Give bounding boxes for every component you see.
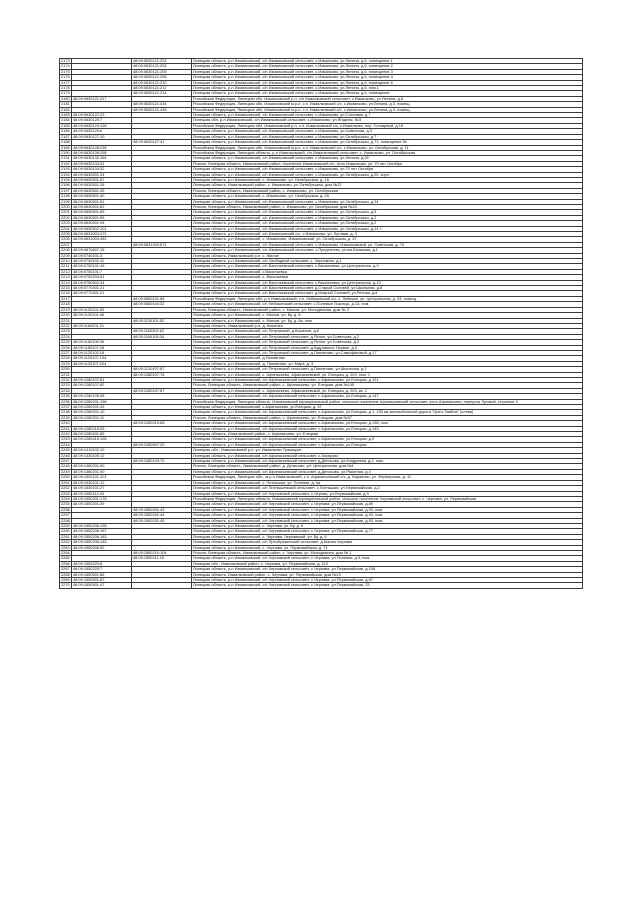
building-cadastral-number-cell: 48:09:0631003:671 [132,242,192,247]
row-number-cell: 2211 [60,264,72,269]
land-cadastral-number-cell: 48:09:1120107:104 [72,356,132,361]
address-cell: Липецкая область, р-н Измалковский, с/п Афанасьевский сельсовет, д.Денисово, ул.Кондреева, д.2, пом. [192,459,583,464]
land-cadastral-number-cell: 48:09:1550220:8 [72,561,132,566]
row-number-cell: 2245 [61,447,70,453]
row-number-cell: 2192 [61,161,70,166]
address-cell: Липецкая область, р-н Измалковский, с/п Петровский сельсовет, д.Пановтово, ул.Школьная, д.1 [192,367,583,372]
land-cadastral-number-cell: 48:09:0631003:472 [72,232,132,237]
row-number-cell: 2197 [61,188,70,193]
row-number-cell: 2262 [61,539,70,545]
address-cell: Липецкая область, р-н Измалковский, с. Васильевка [192,275,583,280]
land-cadastral-number-cell: 48:09:1550206:145 [72,540,132,545]
building-cadastral-number-cell: 48:09:0630121:210 [132,80,192,85]
land-cadastral-number-cell: 48:09:0630501:85 [72,210,132,215]
row-number-cell: 2244 [61,442,70,447]
row-number-cell: 2239 [61,415,70,420]
building-cadastral-number-cell: 48:09:1550210:104 [132,550,192,555]
address-cell: Липецкая область, р-н Измалковский, с. Чернава, ул. Бу, д. 6 [192,523,583,528]
row-number-cell: 2203 [61,220,70,226]
address-cell: Липецкая область, р-н Измалковский, с/п Чернавский сельсовет, с.Чернава, ул.Первомайская, д.89 [192,502,583,507]
row-number-cell: 2217 [61,296,70,301]
address-cell: Липецкая область, р-н Измалковский, с. Чернава, Чернавский, ул. Бу, д. 6 [192,534,583,539]
land-cadastral-number-cell: 48:09:1550206:52 [72,545,132,550]
address-cell: Липецкая область, р-н Измалковский, с/п Чернавский сельсовет, с.Чернава, ул.Первомайская, д.108 [192,567,583,572]
land-cadastral-number-cell: 48:09:1550206:183 [72,534,132,539]
land-cadastral-number-cell: 48:09:0630125:7 [72,118,132,123]
row-number-cell: 2225 [61,339,70,345]
row-number-cell: 2174 [61,63,70,69]
land-cadastral-number-cell: 48:09:0750203:51 [72,275,132,280]
address-cell: Российская Федерация, Липецкая область, Измалковский муниципальный район, сельское поселение Афанасьевский сельсовет, село Афанасьево, переулок Луговой, строение 3 [192,399,583,404]
row-number-cell: 2173 [61,58,70,63]
address-cell: Липецкая область, р-н Измалковский, с/п Измалковский сельсовет, с.Измалково, ул.Ленина, д.6, помещение 3 [192,69,583,74]
row-number-cell: 2194 [61,172,70,177]
land-cadastral-number-cell: 48:09:1410102:10 [72,448,132,453]
row-number-cell: 2179 [61,90,70,96]
land-cadastral-number-cell: 48:09:0630134:32 [72,167,132,172]
address-cell: Российская Федерация, Липецкая обл, Измалковский м.р-н, с.п. Измалковский с/с, с.Измалково, ул. Октябрьская, д. 11 [192,145,583,150]
row-number-cell: 2226 [61,345,70,350]
address-cell: Липецкая область, р-н Измалковский, с/п Чернавский сельсовет, с.Чернава, ул.Полевая, д.5, пом. [192,556,583,561]
building-cadastral-number-cell: 48:09:1210107:87 [132,367,192,372]
building-cadastral-number-cell: 48:09:1280215:68 [132,421,192,426]
address-cell: Липецкая область, р-н Измалковский, с/п Петровский, д.Кошелев, д.6 [192,329,583,334]
address-cell: Липецкая область, р-н Измалковский, с/п Измалковский сельсовет, с.Измалково, ул.Ленина, д.6, помещение 1 [192,59,583,64]
row-number-cell: 2265 [61,555,70,561]
land-cadastral-number-cell: 48:09:0630132:164 [72,156,132,161]
row-number-cell: 2184 [61,117,70,123]
row-number-cell: 2247 [61,458,70,464]
land-cadastral-number-cell: 48:09:0750502:34 [72,280,132,285]
address-cell: Россия, Липецкая область, Измалковский район, с. Чернава, ул. Молодежная, дом № 1 [192,550,583,555]
address-cell: Липецкая обл, р-н Измалковский, с/п Измалковский сельсовет, с.Измалково, ул.Ягодная, №3 [192,118,583,123]
land-cadastral-number-cell: 48:09:1280201:11 [72,415,132,420]
row-number-cell: 2254 [61,496,70,501]
row-number-cell: 2201 [61,209,70,215]
row-number-cell: 2229 [61,361,70,366]
building-cadastral-number-cell [132,583,192,588]
land-cadastral-number-cell: 48:09:0670607:15 [72,248,132,253]
address-cell: Липецкая область, р-н Измалковский, с. Чернава, ул. Первомайская, д. 71 [192,545,583,550]
building-cadastral-number-cell: 48:09:0630121:434 [132,102,192,107]
row-number-cell: 2263 [61,545,70,550]
land-cadastral-number-cell: 48:09:1280201:33 [72,405,132,410]
row-number-cell: 2269 [61,577,70,582]
building-cadastral-number-cell: 48:09:1280507:20 [132,442,192,447]
building-cadastral-number-cell: 48:09:0860104:32 [132,302,192,307]
address-cell: Липецкая область, р-н Измалковский, с/п Афанасьевский сельсовет, с.Афанасьево, ул.Елецкая, д.143 [192,426,583,431]
row-number-cell: 2207 [61,242,70,247]
row-number-cell: 2233 [61,382,70,388]
address-cell: Липецкая область, р-н Измалковский, с/п Измалковский сельсовет, с.Измалково, ул.Октябрьская, д.7 [192,134,583,139]
address-cell: Липецкая область, р-н Измалковский, с/п Свободный сельсовет, с. Черникино, д.1 [192,259,583,264]
address-cell: Липецкая область, р-н Измалковский, с/п Чернавский сельсовет, с.Чернава, ул.Первомайская, д.77 [192,529,583,534]
land-cadastral-number-cell: 48:09:0630501:57 [72,177,132,182]
row-number-cell: 2230 [61,366,70,372]
address-cell: Липецкая область, р-н Измалковский, д. Пановтово, ул. Мира, д. 3 [192,361,583,366]
address-cell: Липецкая область, р-н Измалковский, с/п Лебяжинский сельсовет, с.Полевые Локотцы, д.13, пом. [192,302,583,307]
address-cell: Липецкая область, р-н Измалковский, с/п Черновский сельсовет, с.Черная, ул.Первомайская, д.3 [192,491,583,496]
land-cadastral-number-cell: 48:09:1160107:18 [72,345,132,350]
address-cell: Российская Федерация, Липецкая обл, Измалковский м.р-н, с.п. Измалковский с/с, с.Измалково, ул.Ленина, д.3, помещ. [192,107,583,112]
row-number-cell: 2191 [61,155,70,161]
row-number-cell: 2243 [61,436,70,442]
building-cadastral-number-cell: 48:09:0850101:66 [132,296,192,301]
row-number-cell: 2227 [61,350,70,355]
row-number-cell: 2235 [61,393,70,399]
address-cell: Липецкая область, р-н Измалковский, с/п Афанасьевский сельсовет, с.Афанасьево, ул.Елецкая, д.1, 135 км автомобильной дороги "Орел-Тамбов" (слева) [192,410,583,415]
address-cell: Липецкая область, р-н Измалковский, с. Мягков, ул. Бу, д. 6а, пом. [192,318,583,323]
address-cell: Липецкая область, р-н Измалковский, с.Васильевка [192,269,583,274]
address-cell: Липецкая область, р-н Измалковский, с/п Измалковский сельсовет, с.Измалково, ул.Советская, д.3 [192,129,583,134]
row-number-cell: 2180 [61,96,70,101]
address-cell: Липецкая область, р-н Измалковский, с. Афанасьево, Афанасьевский, ул. Елецкая, д. 203, кв. 1 [192,388,583,393]
address-cell: Липецкая область, р-н Измалковский, с/п Измалковский сельсовет, с.Измалково, ул.Ленина, д.6, помещение 4 [192,75,583,80]
row-number-cell: 2218 [61,301,70,307]
land-cadastral-number-cell: 48:09:0750101:7 [72,269,132,274]
row-number-cell: 2190 [61,150,70,155]
row-number-cell: 2266 [61,561,70,566]
address-cell: Россия, Липецкая область, Измалковский район, с. Афанасьево, ул. Елецкая, дом №37 [192,415,583,420]
land-cadastral-number-cell: 48:09:0630501:51 [72,199,132,204]
building-cadastral-number-cell: 48:09:1480103:70 [132,459,192,464]
land-cadastral-number-cell: 48:09:0630501:35 [72,188,132,193]
land-cadastral-number-cell: 48:09:0630125:6 [72,129,132,134]
land-cadastral-number-cell: 48:09:0630133:31 [72,161,132,166]
land-cadastral-number-cell: 48:09:1550206:167 [72,529,132,534]
row-number-cell: 2249 [61,469,70,474]
land-cadastral-number-cell: 48:09:1550501:86 [72,572,132,577]
row-number-cell: 2204 [61,226,70,231]
land-cadastral-number-cell: 48:09:0740101:11 [72,259,132,264]
address-cell: Россия, Липецкая область, Измалковский район, с. Афанасьево, ул. Елецкая, дом №145 [192,383,583,388]
address-cell: Липецкая область, р-н Измалковский, с/п Петровский сельсовет, д.Ясное, ул.Советская, д.2 [192,334,583,339]
row-number-cell: 2236 [61,399,70,404]
address-cell: Липецкая область, р-н Измалковский, с/п Измалковский сельсовет, с.Измалково, ул.Октябрьская, д.2 [192,221,583,226]
row-number-cell: 2222 [61,323,70,328]
row-number-cell: 2231 [61,372,70,377]
row-number-cell: 2234 [61,388,70,393]
address-cell: Липецкая область, р-н Измалковский, с/п Чернавский сельсовет, с.Чернава, ул.Первомайская, д.93, пом. [192,518,583,523]
row-number-cell: 2221 [61,318,70,323]
address-cell: Липецкая область, р-н Измалковский, с/п Измалковский сельсовет, с.Измалково, ул.Ленина, д.26 [192,156,583,161]
row-number-cell: 2256 [61,507,70,512]
building-cadastral-number-cell: 48:09:1160105:34 [132,334,192,339]
row-number-cell: 2198 [61,193,70,199]
address-cell: Липецкая область, р-н Измалковский, с/п Афанасьевский сельсовет, с.Афанасьево, ул.Елецкая, д.151 [192,377,583,382]
building-cadastral-number-cell: 48:09:0630121:214 [132,91,192,96]
address-cell: Липецкая область, р-н Измалковский, с/п Питнышевский сельсовет, с.Питнышки, ул.Первомайская, д.2 [192,486,583,491]
land-cadastral-number-cell: 48:09:0630501:26 [72,183,132,188]
row-number-cell: 2252 [61,485,70,491]
address-cell: Липецкая область, р-н Измалковский, с/п Измалковский сельсовет, с.Измалково, ул.Октябрьская, д.71, помещение № [192,140,583,145]
land-cadastral-number-cell: 48:09:0630501:40 [72,194,132,199]
row-number-cell: 2181 [61,101,70,107]
land-cadastral-number-cell: 48:09:1520101:113 [72,475,132,480]
address-cell: Россия, Липецкая область, Измалковский район, поселение Измалковский с/с, село Измалково, ул. 70 лет Октября [192,161,583,166]
address-cell: Липецкая область, р-н Измалковский, с/п Преображенский сельсовет, д.Малая Чернава [192,540,583,545]
row-number-cell: 2253 [61,491,70,496]
land-cadastral-number-cell: 48:09:1160201:21 [72,323,132,328]
row-number-cell: 2261 [61,534,70,539]
address-cell: Липецкая область, Измалковский р-н, д. Кошелес [192,323,583,328]
address-cell: Липецкая область, р-н Измалковский, с/п Васильевский сельсовет, д.Старый Соловей, ул.Школьная, д.8 [192,286,583,291]
address-cell: Липецкая область, Измалковский район, с. Афанасьево, ул. Елецкая [192,432,583,437]
row-number-cell: 2212 [61,269,70,274]
address-cell: Липецкая область, р-н Измалковский, с/п Петровский сельсовет, д.Кудрявское Первое, д.3 [192,345,583,350]
row-number-cell: 2219 [61,307,70,312]
land-cadastral-number-cell: 48:09:1430105:12 [72,453,132,458]
row-number-cell: 2240 [61,420,70,426]
row-number-cell: 2186 [61,128,70,134]
row-number-cell: 2246 [61,453,70,458]
address-table-body [60,59,583,589]
row-number-cell: 2189 [61,145,70,150]
address-cell: Россия, Липецкая область, Измалковский район, с. Измалково, ул. Октябрьская [192,188,583,193]
address-cell: Россия, Липецкая область, Измалковский район, д. Денисово, ул. Центральная, дом №4 [192,464,583,469]
building-cadastral-number-cell: 48:09:1280107:76 [132,372,192,377]
address-cell: Липецкая область, р-н Измалковский, с/п Васильевский сельсовет, с.Васильевка, ул.Центральная, д.9 [192,264,583,269]
land-cadastral-number-cell: 48:09:0630501:95 [72,215,132,220]
land-cadastral-number-cell: 48:09:0630128:258 [72,150,132,155]
land-cadastral-number-cell: 48:09:1120101:46 [72,313,132,318]
building-cadastral-number-cell: 48:09:1160302:62 [132,329,192,334]
address-cell: Липецкая область, р-н Измалковский, с/п Афанасьевский сельсовет, с.Афанасьево, ул.Елецкая, д.135, пом. [192,421,583,426]
address-cell: Россия, Липецкая область, Измалковский район, с. Мягков, ул. Молодежная, дом № 3 [192,307,583,312]
row-number-cell: 2257 [61,512,70,518]
row-number-cell: 2193 [61,166,70,172]
row-number-cell: 2177 [61,80,70,85]
land-cadastral-number-cell: 48:09:1280215:53 [72,426,132,431]
land-cadastral-number-cell: 48:09:0630121:417 [72,96,132,101]
address-cell: Липецкая область, р-н Измалковский, с/п Измалковский сельсовет, с.Измалково, ул.Октябрьская, д.24 'г' [192,226,583,231]
row-number-cell: 2178 [61,85,70,91]
row-number-cell: 2216 [61,290,70,296]
row-number-cell: 2209 [61,253,70,258]
row-number-cell: 2183 [61,112,70,118]
row-number-cell: 2259 [61,523,70,528]
row-number-cell: 2182 [61,107,70,112]
land-cadastral-number-cell: 48:09:1120102:18 [72,350,132,355]
row-number-cell: 2251 [61,480,70,485]
row-number-cell: 2205 [61,231,70,236]
row-number-cell: 2258 [61,518,70,523]
address-cell: Липецкая область, р-н Измалковский, с/п Измалковский сельсовет, с.Измалково, ул.Октябрьская, д.20, корп. [192,172,583,177]
address-cell: Липецкая область, р-н Измалковский, с/п Чернавский сельсовет, с.Чернава, ул.Первомайская, 33 [192,583,583,588]
land-cadastral-number-cell: 48:09:1280201:10 [72,410,132,415]
row-number-cell: 2196 [61,182,70,188]
address-cell: Липецкая область, р-н Измалковский, с/п Васильевский сельсовет, д.Мокрый Соловей, ул.Речная, д.8 [192,291,583,296]
land-cadastral-number-cell: 48:09:1160105:35 [72,340,132,345]
land-cadastral-number-cell: 48:09:0630501:62 [72,204,132,209]
land-cadastral-number-cell: 48:09:1550112:43 [72,491,132,496]
address-cell: Липецкая область, р-н Измалковский, с/п Измалковский сельсовет, с.Предтечево, ул.им.Белякова, д.1 [192,248,583,253]
land-cadastral-number-cell: 48:09:0630124:126 [72,123,132,128]
address-cell: Российская Федерация, Липецкая обл, Измалковский м.р-н, с.п. Измалковский с/с, с.Измалково, ул.Ленина, д.3, помещ. [192,102,583,107]
building-cadastral-number-cell: 48:09:1280107:87 [132,388,192,393]
row-number-cell: 2188 [61,139,70,145]
address-cell: Липецкая область, р-н Измалковский, с/п Измалковский сельсовет, с.Измалково, ул.Ленина, д.6, помещение 5 [192,80,583,85]
land-cadastral-number-cell: 48:09:1280201:158 [72,399,132,404]
land-cadastral-number-cell: 48:09:0630122:23 [72,113,132,118]
building-cadastral-number-cell: 48:09:1550211:16 [132,556,192,561]
building-cadastral-number-cell: 48:09:0630121:205 [132,69,192,74]
address-cell: Российская Федерация, Липецкая область, р-н Измалковский, с/п Измалковский сельсовет, с. Измалково, ул. Октябрьская [192,150,583,155]
table-row [60,583,583,588]
land-cadastral-number-cell: 48:09:1120101:53 [72,307,132,312]
address-cell: Липецкая область, р-н Измалковский, с/п Петровский сельсовет, д.Пановтово, ул.Самофаловой, д.17 [192,350,583,355]
row-number-cell: 2206 [61,236,70,242]
land-cadastral-number-cell: 48:09:0740101:3 [72,253,132,258]
address-cell: Липецкая обл., Измалковский район, с. Чернава, ул. Первомайская, д. 110 [192,561,583,566]
address-cell: Липецкая область, р-н Измалковский, с/п Измалковский сельсовет, с.Измалково, ул.Октябрьская, д.2 [192,215,583,220]
row-number-cell: 2210 [61,258,70,264]
building-cadastral-number-cell: 48:09:0630121:436 [132,107,192,112]
building-cadastral-number-cell: 48:09:0630121:206 [132,75,192,80]
building-cadastral-number-cell: 48:09:0630121:201 [132,59,192,64]
address-cell: Липецкая область, р-н Измалковский, с/п Измалковский сельсовет, с.Измалково, ул.70 лет Октября [192,167,583,172]
row-number-cell: 2199 [61,199,70,204]
address-cell: Российская Федерация, Липецкая обл, Измалковский р-н, с.п. Измалковский с/с, с.Измалково, пер. Гончарный, д.1б [192,123,583,128]
address-cell: Липецкая область, р-н Измалковский, с. Питнышки, ул. Полевая, д. 6а [192,480,583,485]
address-cell: Липецкая обл., Измалковский р-н, ул. Измалково Тракицкое [192,448,583,453]
address-cell: Липецкая область, р-н Измалковский, с. Мягков, ул. Бу, д. 6 [192,313,583,318]
address-cell: Липецкая область, р-н Измалковский, с/п Чернавский сельсовет, с.Чернава, ул.Первомайская, д.87 [192,578,583,583]
address-cell: Липецкая область, р-н Измалковский, с.Афанасьево, ул.Елецкая, д. 37 [192,405,583,410]
row-number-cell: 2260 [61,528,70,534]
land-cadastral-number-cell: 48:09:1480201:60 [72,464,132,469]
row-number-cell: 2208 [61,247,70,253]
row-number-cell: 2228 [61,355,70,361]
land-cadastral-number-cell: 48:09:0630501:94 [72,221,132,226]
building-cadastral-number-cell: 48:09:1550201:44 [132,513,192,518]
address-cell: Липецкая область, р-н Измалковский, с/п Чернавский сельсовет, с.Чернава, ул.Первомайская, д.93, пом. [192,513,583,518]
address-cell: Липецкая область, р-н Измалковский, с/п Афанасьевский сельсовет, с.Афанасьево, ул.Елецкая, д.9 [192,437,583,442]
address-cell: Российская Федерация, Липецкая обл., м.р-н Измалковский, с.п. Афанасьевский с/с, д. Бараново, ул. Фермерская, д. 11 [192,475,583,480]
row-number-cell: 2237 [61,404,70,409]
land-cadastral-number-cell: 48:09:0630127:10 [72,134,132,139]
row-number-cell: 2232 [61,377,70,382]
land-cadastral-number-cell: 48:09:0770401:21 [72,291,132,296]
address-cell: Липецкая область, р-н Измалковский, с. Измалково, Измалковский, ул. Октябрьская, д. 37 [192,237,583,242]
address-cell: Липецкая область, р-н Измалковский, с/п Чернавский сельсовет, с.Чернава, ул.Первомайская, д.93, пом. [192,507,583,512]
land-cadastral-number-cell: 48:09:1280107:82 [72,383,132,388]
row-number-cell: 2195 [61,177,70,182]
land-cadastral-number-cell: 48:09:0631003:481 [72,237,132,242]
land-cadastral-number-cell: 48:09:1550501:87 [72,578,132,583]
row-number-cell: 2268 [61,572,70,577]
land-cadastral-number-cell: 48:09:1550201:178 [72,496,132,501]
row-number-cell: 2255 [61,501,70,507]
address-cell: Липецкая область, р-н Измалковский, д.Пановтово [192,356,583,361]
row-number-cell: 2220 [61,312,70,318]
land-cadastral-number-cell: 48:09:1280415:128 [72,437,132,442]
address-cell: Липецкая область, р-н Измалковский, с/п Измалковский сельсовет, с.Измалково, ул.Октябрьская, д.24 [192,199,583,204]
land-cadastral-number-cell: 48:09:1120107:104 [72,361,132,366]
building-cadastral-number-cell: 48:09:1120101:52 [132,318,192,323]
row-number-cell: 2187 [61,134,70,139]
land-cadastral-number-cell: 48:09:1480201:40 [72,469,132,474]
land-cadastral-number-cell: 48:09:1530101:12 [72,480,132,485]
row-number-cell: 2213 [61,274,70,280]
row-number-cell: 2248 [61,463,70,469]
row-number-cell: 2242 [61,431,70,437]
address-cell: Липецкая область, р-н Измалковский, с/п Васильевский сельсовет, с.Васильевка, ул.Центральная, д.13 [192,280,583,285]
address-cell: Липецкая область, р-н Измалковский, с/п Измалковский с/с, с.Измалково, ул. Луговая, д. 3 [192,232,583,237]
address-cell: Липецкая область, р-н Измалковский, с/п Измалковский сельсовет, с.Измалково, ул.Столовая, д.7 [192,113,583,118]
land-cadastral-number-cell: 48:09:0770401:21 [72,286,132,291]
land-cadastral-number-cell: 48:09:1550220:7 [72,567,132,572]
address-cell: Липецкая область, р-н Измалковский, с/п Афанасьевский сельсовет, с.Афанасьево, ул.Елецкая [192,442,583,447]
land-cadastral-number-cell: 48:09:1530101:27 [72,486,132,491]
address-cell: Липецкая область, Измалковский район, с. Измалково, ул.'Октябрьская, дом №22 [192,183,583,188]
building-cadastral-number-cell: 48:09:1550201:43 [132,507,192,512]
address-cell: Российская Федерация, Липецкая область, Измалковский муниципальный район, сельское поселение Чернавский сельсовет, с. Чернава, ул. Первомайская [192,496,583,501]
building-cadastral-number-cell: 48:09:0630121:211 [132,86,192,91]
address-cell: Липецкая область, р-н Измалковский, с/п Измалковский сельсовет, с.Измалково, ул.Ленина, д.6, помещение [192,91,583,96]
address-cell: Липецкая область, р-н Измалковский, с/п Петровский сельсовет, д.Ясное, ул.Советская, д.2 [192,340,583,345]
land-cadastral-number-cell: 48:09:0750101:16 [72,264,132,269]
land-cadastral-number-cell: 48:09:1550201:39 [72,502,132,507]
row-number-cell: 2176 [61,74,70,80]
row-number-cell: 2215 [61,285,70,291]
address-table [59,58,583,589]
land-cadastral-number-cell: 48:09:1550206:135 [72,523,132,528]
land-cadastral-number-cell: 48:09:0630128:235 [72,145,132,150]
land-cadastral-number-cell: 48:09:0630502:101 [72,226,132,231]
row-number-cell: 2202 [61,215,70,220]
document-sheet [59,58,582,589]
address-cell: Липецкая область, р-н Измалковский, с/п Афанасьевский сельсовет, с.Афанасьево, ул.Елецкая, д.147 [192,394,583,399]
building-cadastral-number-cell: 48:09:1550201:45 [132,518,192,523]
row-number-cell: 2250 [61,474,70,480]
address-cell: Липецкая область, р-н Измалковский, с. Измалково, ул. Октябрьская, д. 28 [192,194,583,199]
row-number-cell: 2270 [61,582,70,588]
land-cadastral-number-cell: 48:09:1550501:47 [72,583,132,588]
row-number-cell: 2241 [61,426,70,431]
address-cell: Липецкая область, Измалковский район, с. Чернава, ул. Первомайская, дом №19 [192,572,583,577]
address-cell: Липецкая область, р-н Измалковский, с. Афанасьево, Афанасьевский, ул. Елецкая, д. 203, пом. 1 [192,372,583,377]
land-cadastral-number-cell: 48:09:0630501:34 [72,172,132,177]
row-number-cell: 2264 [61,550,70,555]
address-cell: Российская Федерация, Липецкая обл, р-н Измалковский, с.п. Лебяжинский с/с, с. Лебяжье, ул. Центральная, д. 53, помещ. [192,296,583,301]
address-cell: Россия, Липецкая область, Измалковский район, с. Измалково, ул. Октябрьская, дом №24 [192,204,583,209]
address-cell: Липецкая область, р-н Измалковский, с/п Измалковский сельсовет, с.Измалково, ул.Ленина, д.6, помещение 2 [192,64,583,69]
row-number-cell: 2200 [61,204,70,209]
address-cell: Российская Федерация, Липецкая обл, Измалковский р-н, с/п Измалковский сельсовет, с.Измалково, ул.Ленина, д.6 [192,96,583,101]
address-cell: Липецкая область, р-н Измалковский, с/п Измалковский сельсовет, с.Измалково, ул.Ленина, д.6, пом.1 [192,86,583,91]
address-cell: Липецкая область, р-н Измалковский, с. Измалково, ул. Октябрьская, д. 15 [192,177,583,182]
land-cadastral-number-cell: 48:09:1280107:81 [72,377,132,382]
address-cell: Липецкая область, р-н Измалковский, с/п Измалковский сельсовет, с.Измалково, ул.Октябрьская, д.5 [192,210,583,215]
row-number-cell: 2175 [61,69,70,74]
row-number-cell: 2185 [61,123,70,128]
building-cadastral-number-cell: 48:09:0630127:41 [132,140,192,145]
row-number-cell: 2267 [61,566,70,572]
row-number-cell: 2238 [61,409,70,415]
row-number-cell: 2223 [61,328,70,334]
row-number-cell: 2224 [61,334,70,339]
address-cell: Липецкая область, р-н Измалковский, с/п Измалковский сельсовет, с.Измалково, Измалковский, ул. Советская, д. 70 [192,242,583,247]
building-cadastral-number-cell: 48:09:0630121:204 [132,64,192,69]
land-cadastral-number-cell: 48:09:1280401:55 [72,432,132,437]
row-number-cell: 2214 [61,280,70,285]
address-cell: Липецкая область, р-н Измалковский, с/п Афанасьевский сельсовет, с.Захарово [192,453,583,458]
address-cell: Липецкая область, Измалковский р-н, с. Жилое [192,253,583,258]
land-cadastral-number-cell: 48:09:1280105:58 [72,394,132,399]
address-cell: Липецкая область, р-н Измалковский, с/п Афанасьевский сельсовет, д.Денисово, ул.Ракитная, д.4 [192,469,583,474]
